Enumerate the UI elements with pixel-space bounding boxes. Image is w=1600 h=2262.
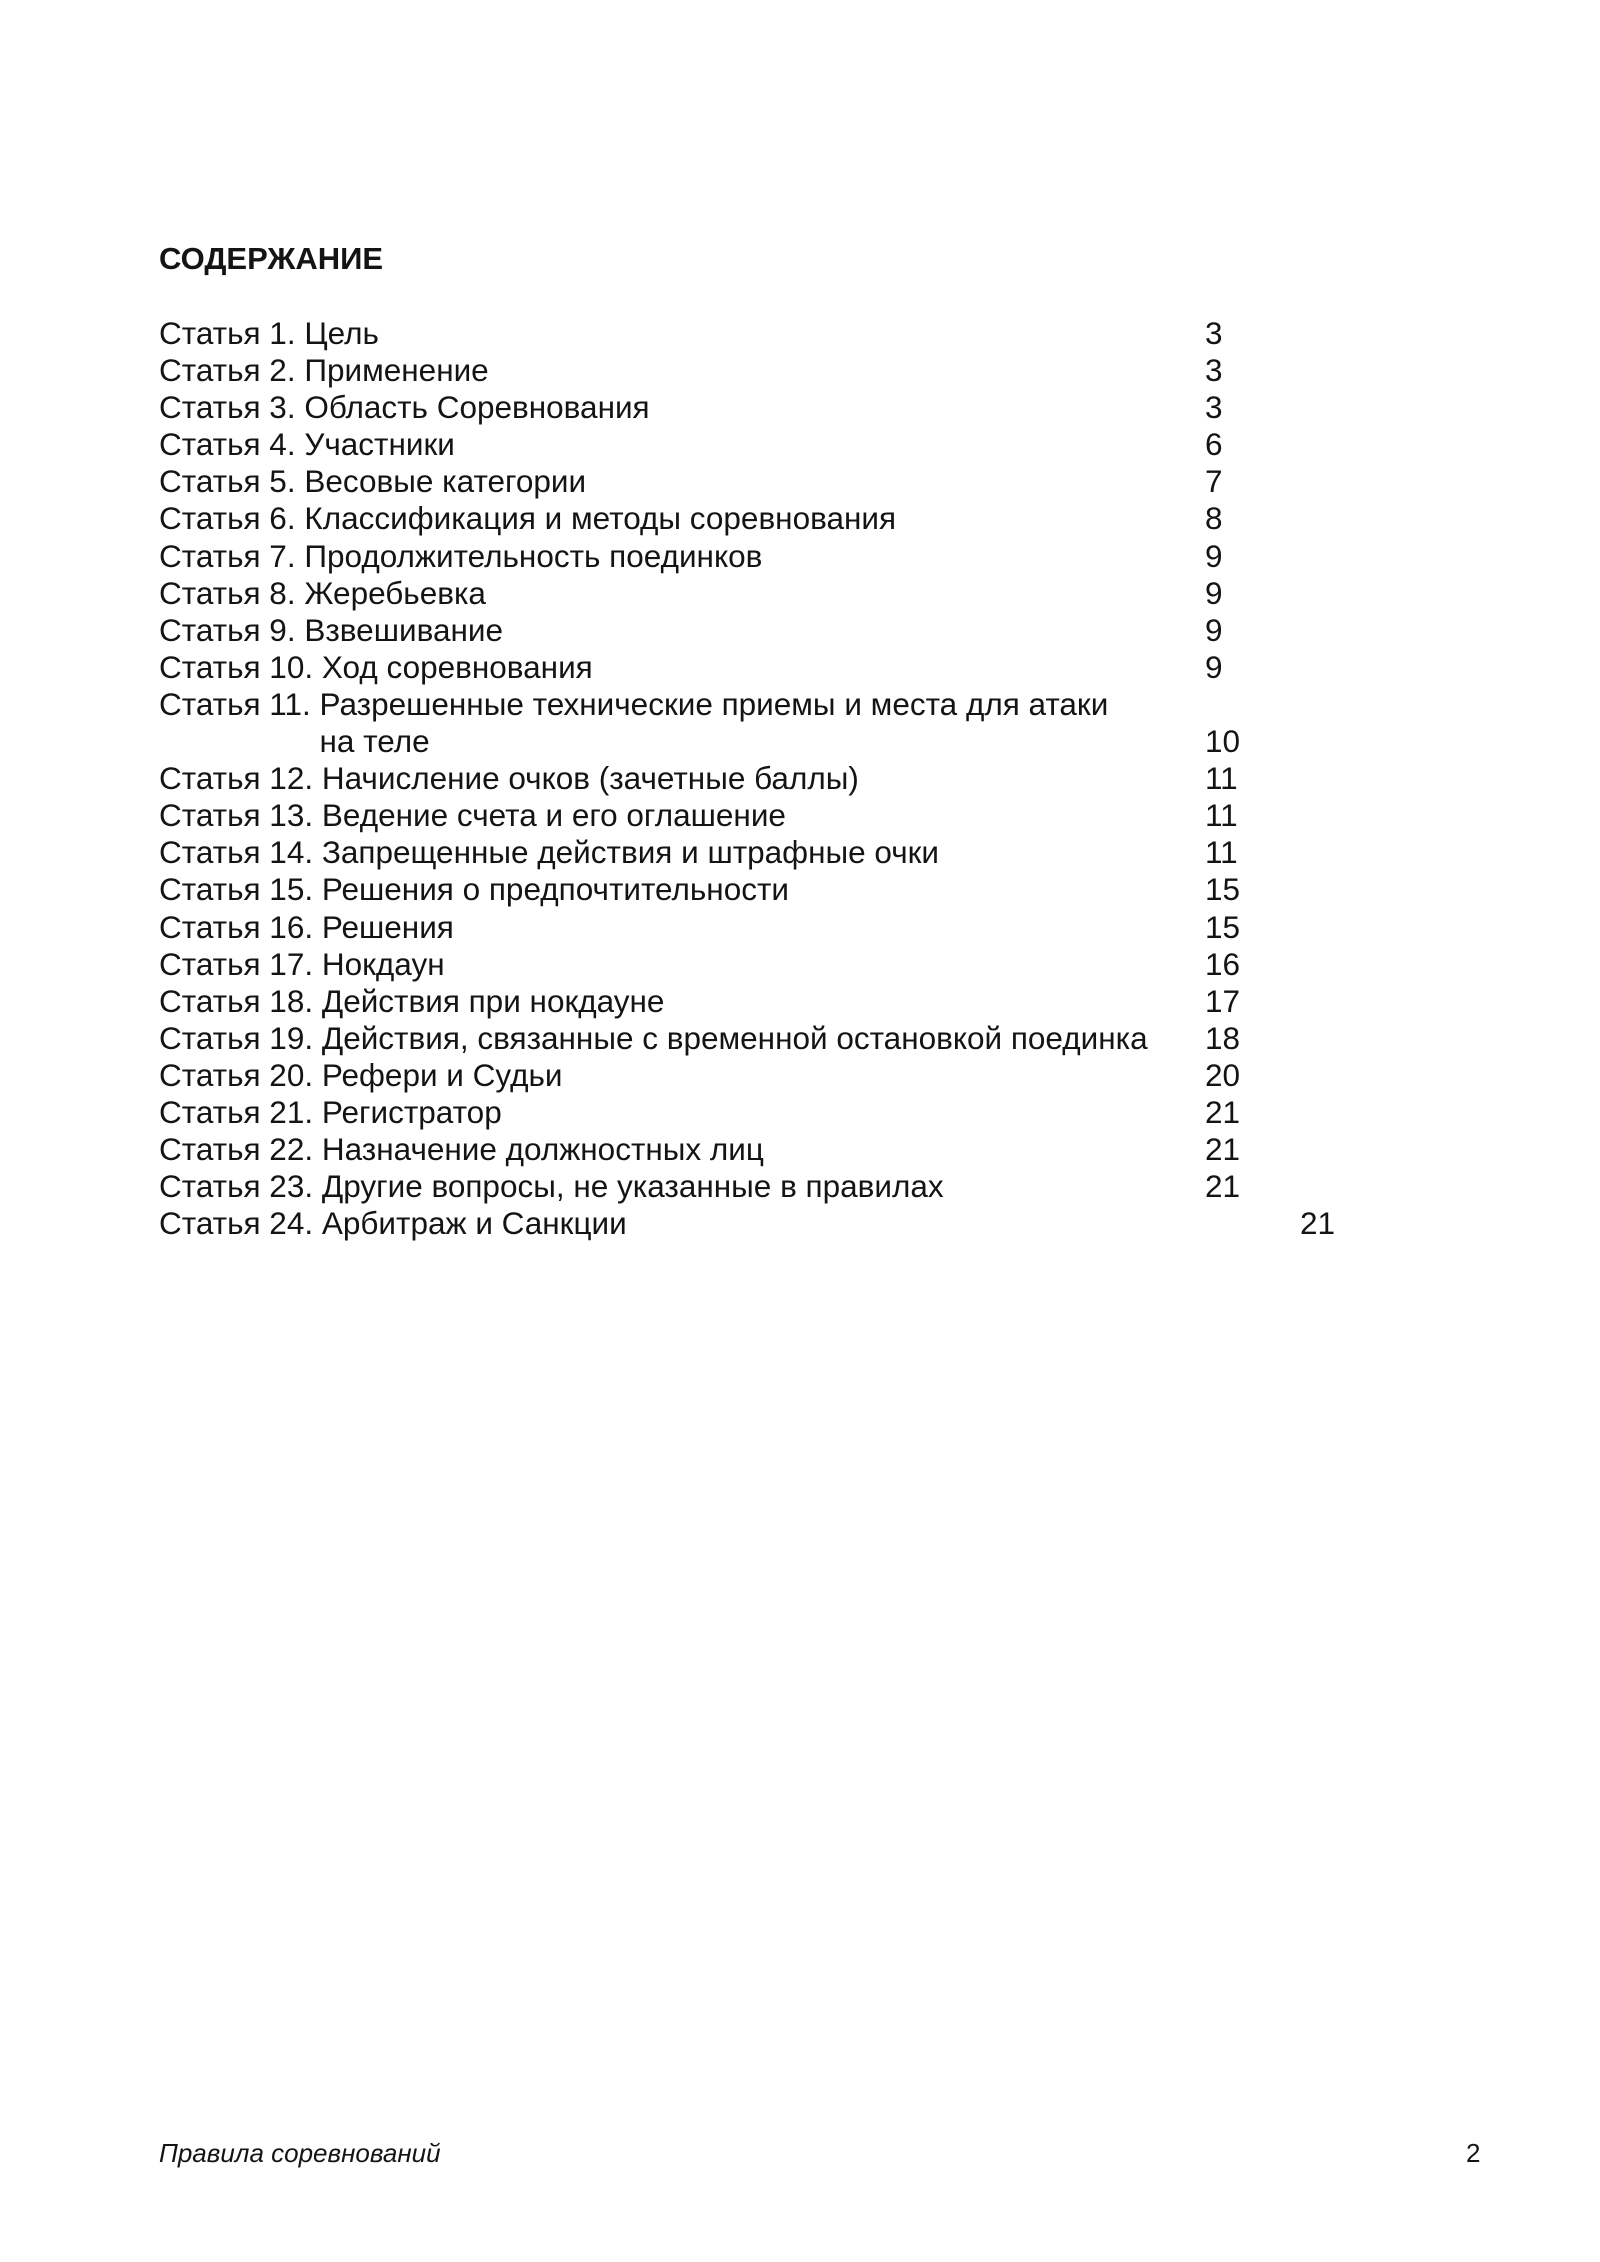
toc-entry-title: Действия при нокдауне <box>321 982 665 1019</box>
toc-entry-number: Статья 19. <box>159 1019 314 1056</box>
toc-entry-title: Нокдаун <box>321 945 445 982</box>
toc-entry-number: Статья 4. <box>159 426 296 463</box>
toc-entry-page: 11 <box>1205 834 1238 871</box>
toc-entry[interactable] <box>159 760 1399 797</box>
toc-entry-page: 16 <box>1205 945 1241 982</box>
toc-entry-number: Статья 7. <box>159 537 296 574</box>
toc-entry-number: Статья 22. <box>159 1131 314 1168</box>
toc-entry-title: Участники <box>304 426 455 463</box>
toc-entry-title: Весовые категории <box>304 463 587 500</box>
toc-entry[interactable] <box>159 1168 1399 1205</box>
toc-entry-page: 15 <box>1205 908 1241 945</box>
toc-entry[interactable] <box>159 1205 1399 1242</box>
toc-entry-page: 7 <box>1205 463 1223 500</box>
table-of-contents <box>159 315 1399 1242</box>
toc-entry[interactable] <box>159 538 1399 575</box>
toc-entry-page: 8 <box>1205 500 1223 537</box>
toc-entry-number: Статья 1. <box>159 315 296 351</box>
toc-entry-number: Статья 9. <box>159 611 296 648</box>
toc-entry-page: 17 <box>1205 982 1241 1019</box>
toc-entry-number: Статья 12. <box>159 760 314 797</box>
toc-entry-page: 21 <box>1205 1168 1241 1205</box>
toc-entry-number: Статья 10. <box>159 648 314 685</box>
toc-entry[interactable] <box>159 834 1399 871</box>
toc-entry-page: 21 <box>1205 1131 1241 1168</box>
toc-entry[interactable] <box>159 797 1399 834</box>
toc-entry-number: Статья 14. <box>159 834 314 871</box>
toc-entry[interactable] <box>159 686 1399 760</box>
toc-entry-page: 15 <box>1205 871 1241 908</box>
toc-entry-title: Применение <box>304 352 489 389</box>
toc-entry-page: 10 <box>1205 723 1241 760</box>
toc-entry[interactable] <box>159 1131 1399 1168</box>
toc-entry[interactable] <box>159 352 1399 389</box>
toc-entry-number: Статья 8. <box>159 574 296 611</box>
toc-entry-page: 3 <box>1205 389 1223 426</box>
toc-entry-title: Арбитраж и Санкции <box>321 1205 627 1242</box>
toc-entry[interactable] <box>159 1057 1399 1094</box>
toc-entry-number: Статья 11. <box>159 685 311 722</box>
toc-entry-page: 11 <box>1205 797 1238 834</box>
toc-entry-page: 3 <box>1205 315 1223 351</box>
toc-entry-page: 11 <box>1205 760 1238 797</box>
toc-entry-page: 18 <box>1205 1019 1241 1056</box>
toc-entry-title: Область Соревнования <box>304 389 650 426</box>
toc-entry[interactable] <box>159 575 1399 612</box>
toc-entry-title: Другие вопросы, не указанные в правилах <box>321 1168 944 1205</box>
toc-entry-number: Статья 6. <box>159 500 296 537</box>
toc-entry-number: Статья 15. <box>159 871 314 908</box>
toc-entry-number: Статья 5. <box>159 463 296 500</box>
toc-entry-number: Статья 21. <box>159 1093 314 1130</box>
toc-entry-title: Решения о предпочтительности <box>321 871 789 908</box>
toc-entry-title: Жеребьевка <box>304 574 486 611</box>
toc-entry-title: Регистратор <box>321 1093 502 1130</box>
toc-entry-title: Продолжительность поединков <box>304 537 763 574</box>
footer-document-title: Правила соревнований <box>159 2138 441 2168</box>
toc-entry[interactable] <box>159 909 1399 946</box>
toc-entry-title: Запрещенные действия и штрафные очки <box>321 834 940 871</box>
toc-entry-title: Назначение должностных лиц <box>321 1131 764 1168</box>
toc-entry-page: 21 <box>1205 1093 1241 1130</box>
toc-entry-title: Цель <box>304 315 379 351</box>
toc-entry-title: Взвешивание <box>304 611 503 648</box>
toc-entry-page: 9 <box>1205 537 1223 574</box>
toc-entry-number: Статья 23. <box>159 1168 314 1205</box>
toc-entry-number: Статья 17. <box>159 945 314 982</box>
toc-entry-title: Решения <box>321 908 454 945</box>
toc-entry-page: 9 <box>1205 611 1223 648</box>
toc-entry-number: Статья 18. <box>159 982 314 1019</box>
toc-entry-page: 21 <box>1300 1205 1336 1242</box>
toc-entry-page: 20 <box>1205 1056 1241 1093</box>
toc-entry-title: Классификация и методы соревнования <box>304 500 897 537</box>
toc-entry[interactable] <box>159 389 1399 426</box>
toc-entry-page: 6 <box>1205 426 1223 463</box>
toc-entry-number: Статья 16. <box>159 908 314 945</box>
toc-entry[interactable] <box>159 946 1399 983</box>
toc-entry-title: Ход соревнования <box>321 648 593 685</box>
toc-entry[interactable] <box>159 871 1399 908</box>
toc-entry-page: 9 <box>1205 574 1223 611</box>
toc-entry[interactable] <box>159 983 1399 1020</box>
toc-entry-title: Рефери и Судьи <box>321 1056 563 1093</box>
toc-entry-title: Начисление очков (зачетные баллы) <box>321 760 859 797</box>
toc-entry-title: Ведение счета и его оглашение <box>321 797 786 834</box>
toc-entry-number: Статья 2. <box>159 352 296 389</box>
toc-entry-number: Статья 13. <box>159 797 314 834</box>
toc-entry-page: 3 <box>1205 352 1223 389</box>
toc-entry[interactable] <box>159 1094 1399 1131</box>
footer-page-number: 2 <box>1466 2138 1481 2168</box>
toc-entry[interactable] <box>159 315 1399 352</box>
toc-entry[interactable] <box>159 612 1399 649</box>
toc-entry[interactable] <box>159 463 1399 500</box>
toc-entry-number: Статья 20. <box>159 1056 314 1093</box>
toc-entry-number: Статья 3. <box>159 389 296 426</box>
toc-entry-number: Статья 24. <box>159 1205 314 1242</box>
toc-heading: СОДЕРЖАНИЕ <box>159 241 384 276</box>
toc-entry-title: Действия, связанные с временной остановкой поединка <box>321 1019 1148 1056</box>
toc-entry[interactable] <box>159 1020 1399 1057</box>
toc-entry[interactable] <box>159 426 1399 463</box>
toc-entry-page: 9 <box>1205 648 1223 685</box>
toc-entry[interactable] <box>159 500 1399 537</box>
toc-entry[interactable] <box>159 649 1399 686</box>
toc-entry-title: Разрешенные технические приемы и места для атаки на теле <box>319 685 1109 760</box>
